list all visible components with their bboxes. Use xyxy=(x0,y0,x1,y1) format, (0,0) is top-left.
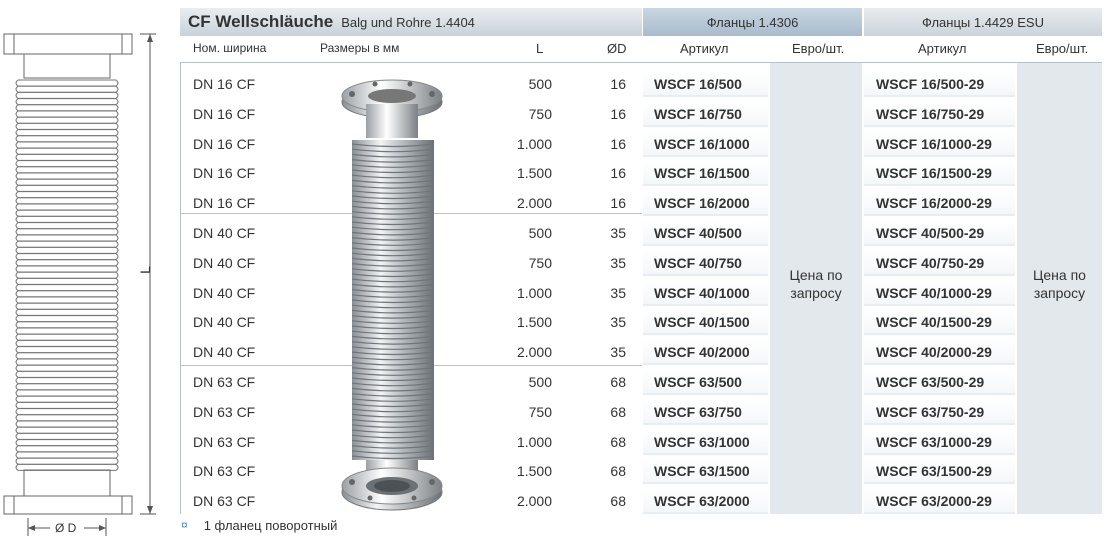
length-cell: 750 xyxy=(528,403,552,420)
footnote-marker: ¤ xyxy=(181,518,188,532)
table-row xyxy=(0,337,1110,367)
diameter-cell: 68 xyxy=(610,433,626,450)
nominal-width-cell: DN 63 CF xyxy=(193,463,256,480)
nominal-width-cell: DN 40 CF xyxy=(193,344,256,361)
diameter-cell: 35 xyxy=(610,314,626,331)
diameter-cell: 16 xyxy=(610,76,626,92)
nominal-width-cell: DN 16 CF xyxy=(193,165,256,182)
diameter-cell: 68 xyxy=(610,463,626,480)
table-row xyxy=(0,307,1110,337)
price-note-line: Цена по xyxy=(789,267,843,283)
table-title: CF Wellschläuche xyxy=(188,12,334,31)
article-2-cell: WSCF 63/1000-29 xyxy=(876,433,992,450)
article-2-cell: WSCF 16/2000-29 xyxy=(876,195,992,212)
price-on-request-2 xyxy=(1017,266,1102,302)
article-2-cell: WSCF 16/750-29 xyxy=(876,105,985,122)
article-1-cell: WSCF 63/1000 xyxy=(654,433,750,450)
col-dimensions: Размеры в мм xyxy=(320,41,400,55)
article-1-cell: WSCF 63/1500 xyxy=(654,463,750,480)
article-2-cell: WSCF 63/1500-29 xyxy=(876,463,992,480)
nominal-width-cell: DN 63 CF xyxy=(193,403,256,420)
article-2-cell: WSCF 16/1000-29 xyxy=(876,135,992,152)
col-price-2: Евро/шт. xyxy=(1036,41,1089,56)
length-cell: 1.000 xyxy=(516,284,552,301)
nominal-width-cell: DN 63 CF xyxy=(193,433,256,450)
article-1-cell: WSCF 16/1000 xyxy=(654,135,750,152)
length-cell: 1.000 xyxy=(516,135,552,152)
article-1-cell: WSCF 40/1000 xyxy=(654,284,750,301)
table-row xyxy=(0,397,1110,427)
nominal-width-cell: DN 40 CF xyxy=(193,254,256,271)
article-1-cell: WSCF 40/2000 xyxy=(654,344,750,361)
article-1-cell: WSCF 16/750 xyxy=(654,105,742,122)
footnote-text: 1 фланец поворотный xyxy=(203,518,338,533)
article-1-cell: WSCF 40/1500 xyxy=(654,314,750,331)
length-cell: 500 xyxy=(528,225,552,241)
article-2-cell: WSCF 40/500-29 xyxy=(876,225,985,241)
diameter-cell: 16 xyxy=(610,165,626,182)
article-2-cell: WSCF 16/1500-29 xyxy=(876,165,992,182)
price-note-line: запросу xyxy=(790,285,842,301)
article-2-cell: WSCF 40/1000-29 xyxy=(876,284,992,301)
col-price-1: Евро/шт. xyxy=(792,41,845,56)
nominal-width-cell: DN 63 CF xyxy=(193,493,256,510)
diameter-cell: 35 xyxy=(610,284,626,301)
table-row xyxy=(0,99,1110,129)
flange-2-header: Фланцы 1.4429 ESU xyxy=(864,8,1102,36)
price-note-line: запросу xyxy=(1033,285,1086,301)
article-2-cell: WSCF 63/2000-29 xyxy=(876,493,992,510)
table-subtitle: Balg und Rohre 1.4404 xyxy=(341,15,475,30)
diameter-cell: 35 xyxy=(610,344,626,361)
article-2-cell: WSCF 40/1500-29 xyxy=(876,314,992,331)
nominal-width-cell: DN 16 CF xyxy=(193,195,256,212)
article-1-cell: WSCF 16/2000 xyxy=(654,195,750,212)
diameter-cell: 16 xyxy=(610,105,626,122)
diameter-dimension-label: Ø D xyxy=(55,521,77,535)
nominal-width-cell: DN 16 CF xyxy=(193,135,256,152)
table-row xyxy=(0,278,1110,308)
table-row xyxy=(0,218,1110,248)
article-1-cell: WSCF 40/500 xyxy=(654,225,742,241)
nominal-width-cell: DN 63 CF xyxy=(193,374,256,390)
footnote xyxy=(181,518,337,533)
article-1-cell: WSCF 63/500 xyxy=(654,374,742,390)
diameter-cell: 68 xyxy=(610,374,626,390)
diameter-cell: 68 xyxy=(610,493,626,510)
article-1-cell: WSCF 40/750 xyxy=(654,254,742,271)
table-row xyxy=(0,456,1110,486)
article-1-cell: WSCF 63/750 xyxy=(654,403,742,420)
article-2-cell: WSCF 40/2000-29 xyxy=(876,344,992,361)
nominal-width-cell: DN 40 CF xyxy=(193,284,256,301)
table-row xyxy=(0,158,1110,188)
length-cell: 2.000 xyxy=(516,195,552,212)
price-on-request-1 xyxy=(770,266,862,302)
length-cell: 750 xyxy=(528,254,552,271)
flexible-hose-image xyxy=(330,70,480,520)
col-article-1: Артикул xyxy=(680,41,729,56)
length-cell: 2.000 xyxy=(516,493,552,510)
col-diameter: ØD xyxy=(607,41,627,56)
article-2-cell: WSCF 40/750-29 xyxy=(876,254,985,271)
length-cell: 750 xyxy=(528,105,552,122)
table-row xyxy=(0,129,1110,159)
diameter-cell: 16 xyxy=(610,135,626,152)
col-article-2: Артикул xyxy=(918,41,967,56)
length-cell: 1.500 xyxy=(516,463,552,480)
length-cell: 500 xyxy=(528,374,552,390)
table-row xyxy=(0,486,1110,516)
diameter-cell: 35 xyxy=(610,254,626,271)
table-row xyxy=(0,427,1110,457)
nominal-width-cell: DN 16 CF xyxy=(193,105,256,122)
article-1-cell: WSCF 16/1500 xyxy=(654,165,750,182)
col-length: L xyxy=(536,41,544,56)
price-note-line: Цена по xyxy=(1033,267,1086,283)
nominal-width-cell: DN 40 CF xyxy=(193,314,256,331)
table-row xyxy=(0,188,1110,218)
length-cell: 1.000 xyxy=(516,433,552,450)
article-1-cell: WSCF 16/500 xyxy=(654,76,742,92)
header-divider xyxy=(180,62,1102,63)
length-dimension-label: L xyxy=(136,266,153,274)
article-2-cell: WSCF 63/500-29 xyxy=(876,374,985,390)
article-1-cell: WSCF 63/2000 xyxy=(654,493,750,510)
table-row xyxy=(0,69,1110,99)
table-row xyxy=(0,248,1110,278)
diameter-cell: 16 xyxy=(610,195,626,212)
col-nominal-width: Ном. ширина xyxy=(193,41,267,55)
nominal-width-cell: DN 16 CF xyxy=(193,76,256,92)
length-cell: 1.500 xyxy=(516,314,552,331)
diameter-cell: 35 xyxy=(610,225,626,241)
nominal-width-cell: DN 40 CF xyxy=(193,225,256,241)
length-cell: 1.500 xyxy=(516,165,552,182)
article-2-cell: WSCF 63/750-29 xyxy=(876,403,985,420)
length-cell: 500 xyxy=(528,76,552,92)
flange-1-header: Фланцы 1.4306 xyxy=(643,8,862,36)
length-cell: 2.000 xyxy=(516,344,552,361)
table-row xyxy=(0,367,1110,397)
article-2-cell: WSCF 16/500-29 xyxy=(876,76,985,92)
diameter-cell: 68 xyxy=(610,403,626,420)
table-title-bar xyxy=(180,8,642,36)
